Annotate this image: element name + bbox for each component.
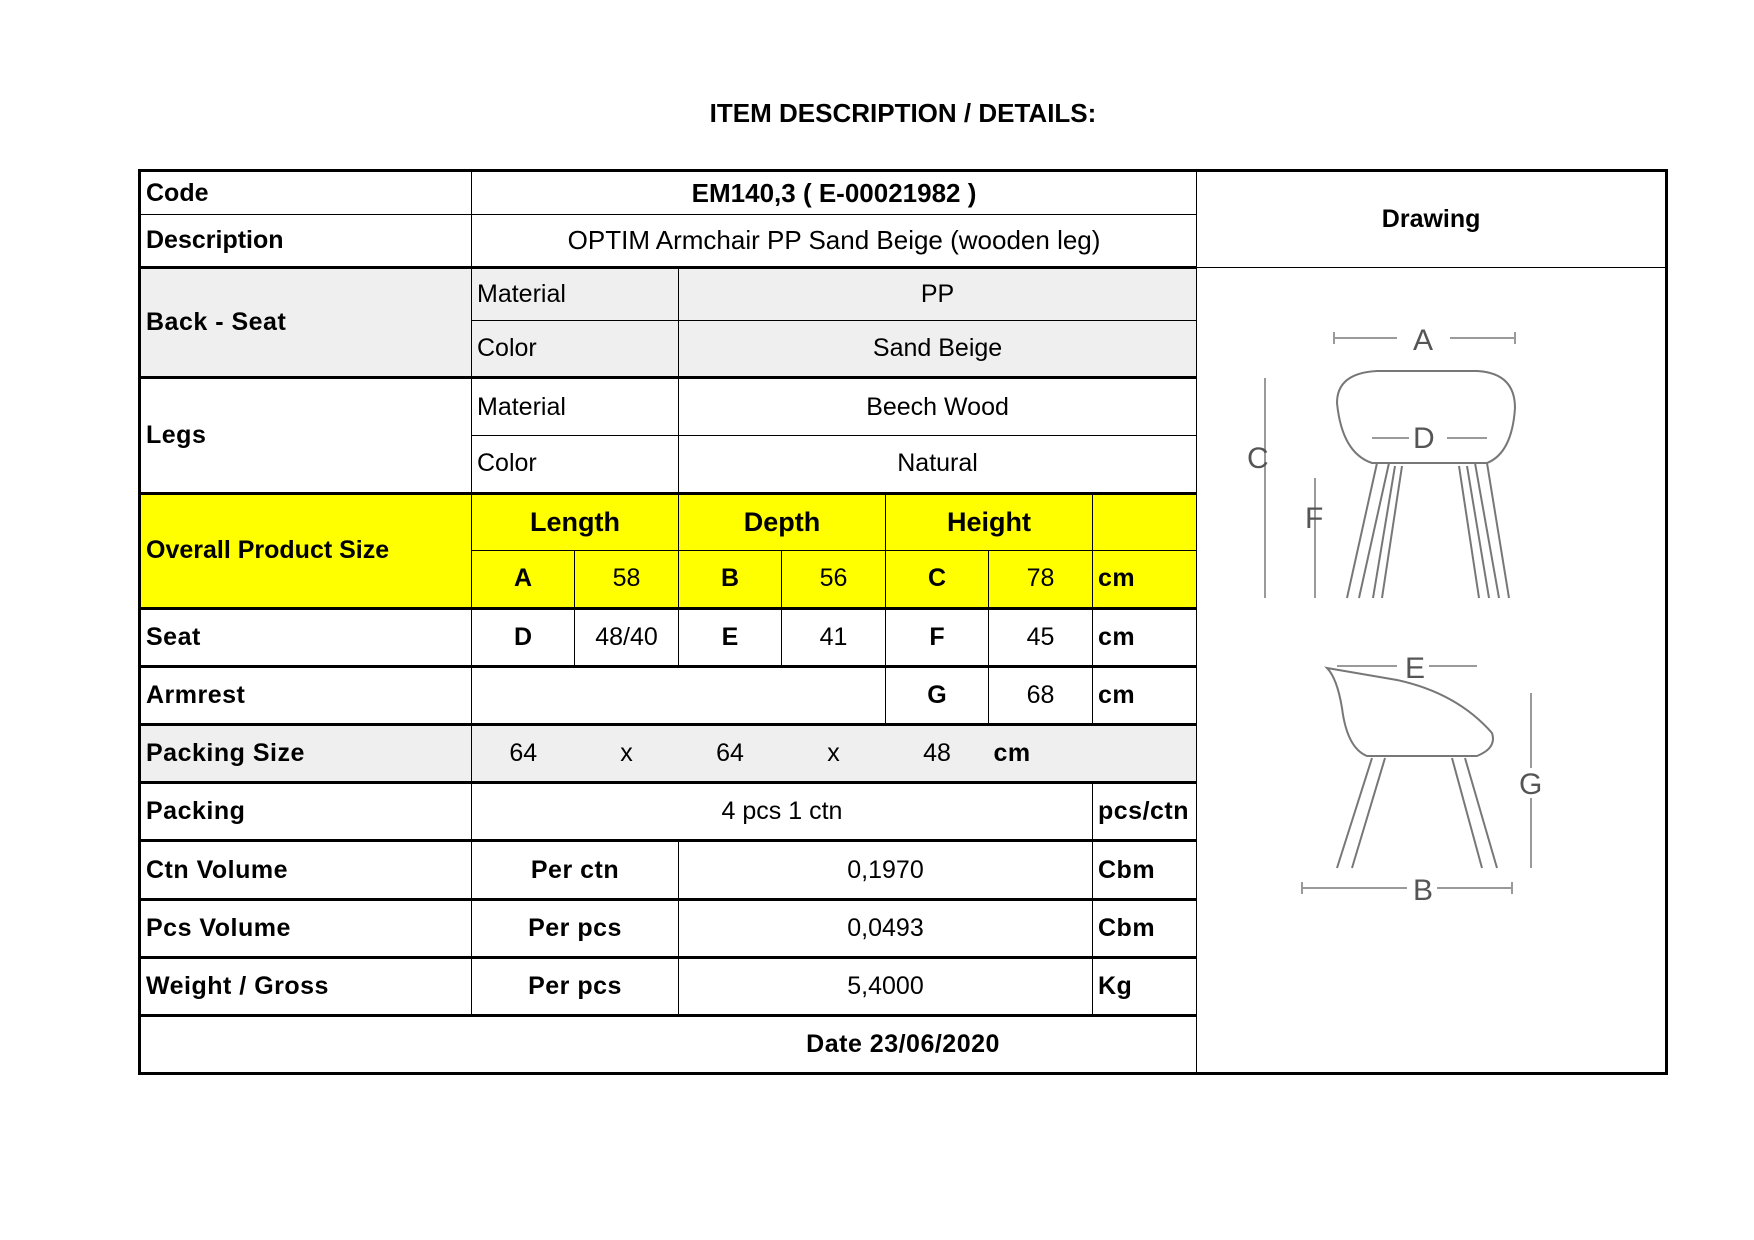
ctn-volume-label: Ctn Volume <box>140 841 472 899</box>
armrest-unit: cm <box>1093 667 1197 725</box>
drawing-letter-b: B <box>1413 874 1434 908</box>
dim-b-value: 56 <box>782 550 886 608</box>
packing-width: 64 <box>679 725 782 783</box>
packing-x2: x <box>782 725 886 783</box>
dim-f-value: 45 <box>989 608 1093 666</box>
drawing-letter-g: G <box>1519 768 1543 802</box>
back-seat-color-label: Color <box>472 321 679 378</box>
weight-value: 5,4000 <box>679 957 1093 1015</box>
dim-a-letter: A <box>472 550 575 608</box>
legs-color-value: Natural <box>679 435 1197 493</box>
packing-size-unit: cm <box>989 725 1197 783</box>
back-seat-material-label: Material <box>472 268 679 321</box>
length-header: Length <box>472 493 679 550</box>
dim-a-value: 58 <box>575 550 679 608</box>
weight-unit: Kg <box>1093 957 1197 1015</box>
ctn-volume-per: Per ctn <box>472 841 679 899</box>
packing-length: 64 <box>472 725 575 783</box>
ctn-volume-value: 0,1970 <box>679 841 1093 899</box>
packing-size-label: Packing Size <box>140 725 472 783</box>
dim-g-value: 68 <box>989 667 1093 725</box>
dim-c-letter: C <box>886 550 989 608</box>
weight-per: Per pcs <box>472 957 679 1015</box>
packing-value: 4 pcs 1 ctn <box>472 783 1093 841</box>
back-seat-material-value: PP <box>679 268 1197 321</box>
dim-g-letter: G <box>886 667 989 725</box>
ctn-volume-unit: Cbm <box>1093 841 1197 899</box>
overall-unit-header <box>1093 493 1197 550</box>
legs-color-label: Color <box>472 435 679 493</box>
drawing-letter-c: C <box>1247 442 1269 476</box>
code-value: EM140,3 ( E-00021982 ) <box>472 171 1197 215</box>
packing-unit: pcs/ctn <box>1093 783 1197 841</box>
drawing-letter-e: E <box>1405 652 1426 686</box>
side-leg-front <box>1337 758 1385 868</box>
spec-table <box>138 169 1668 1075</box>
weight-label: Weight / Gross <box>140 957 472 1015</box>
description-label: Description <box>140 215 472 268</box>
seat-label: Seat <box>140 608 472 666</box>
packing-label: Packing <box>140 783 472 841</box>
legs-material-value: Beech Wood <box>679 378 1197 435</box>
drawing-letter-f: F <box>1305 502 1324 536</box>
overall-size-label: Overall Product Size <box>140 493 472 608</box>
date-footer: Date 23/06/2020 <box>140 1015 1667 1073</box>
armrest-label: Armrest <box>140 667 472 725</box>
front-leg-right <box>1475 463 1509 598</box>
back-seat-label: Back - Seat <box>140 268 472 378</box>
front-leg-inner-right <box>1459 466 1489 598</box>
dim-e-value: 41 <box>782 608 886 666</box>
dim-f-letter: F <box>886 608 989 666</box>
overall-unit: cm <box>1093 550 1197 608</box>
dim-c-value: 78 <box>989 550 1093 608</box>
drawing-letter-a: A <box>1413 324 1434 358</box>
legs-material-label: Material <box>472 378 679 435</box>
description-value: OPTIM Armchair PP Sand Beige (wooden leg) <box>472 215 1197 268</box>
document-title: ITEM DESCRIPTION / DETAILS: <box>709 98 1097 128</box>
packing-height: 48 <box>886 725 989 783</box>
pcs-volume-label: Pcs Volume <box>140 899 472 957</box>
pcs-volume-value: 0,0493 <box>679 899 1093 957</box>
side-leg-back <box>1452 758 1497 868</box>
packing-x1: x <box>575 725 679 783</box>
back-seat-color-value: Sand Beige <box>679 321 1197 378</box>
front-leg-inner-left <box>1373 466 1402 598</box>
dim-b-letter: B <box>679 550 782 608</box>
height-header: Height <box>886 493 1093 550</box>
code-label: Code <box>140 171 472 215</box>
dim-d-letter: D <box>472 608 575 666</box>
legs-label: Legs <box>140 378 472 493</box>
chair-drawing <box>1197 268 1667 1008</box>
dim-d-value: 48/40 <box>575 608 679 666</box>
pcs-volume-unit: Cbm <box>1093 899 1197 957</box>
front-leg-left <box>1347 463 1389 598</box>
seat-unit: cm <box>1093 608 1197 666</box>
drawing-header: Drawing <box>1197 171 1667 268</box>
drawing-letter-d: D <box>1413 422 1435 456</box>
dim-e-letter: E <box>679 608 782 666</box>
drawing-cell <box>1197 268 1667 1074</box>
depth-header: Depth <box>679 493 886 550</box>
armrest-empty <box>472 667 886 725</box>
pcs-volume-per: Per pcs <box>472 899 679 957</box>
